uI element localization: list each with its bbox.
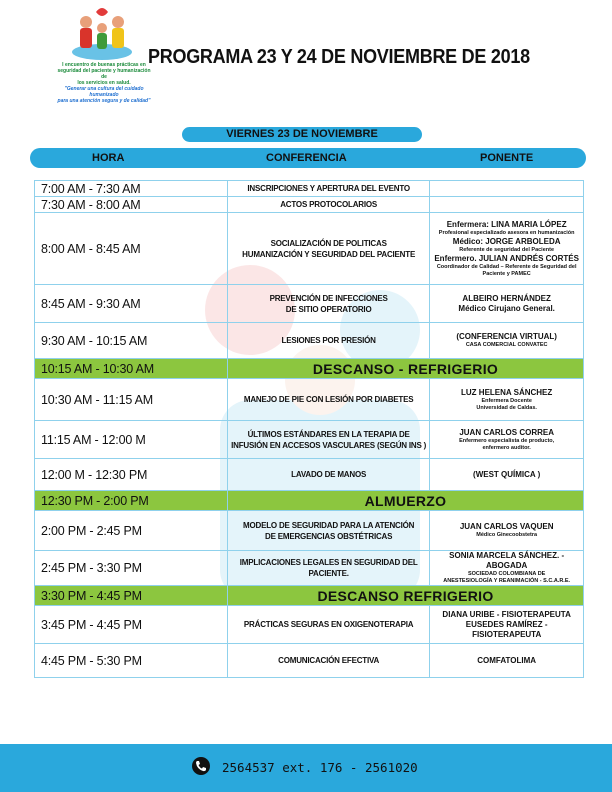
speaker-name: (WEST QUÍMICA ): [473, 469, 541, 479]
header-hora: HORA: [92, 152, 125, 164]
time-cell: 10:30 AM - 11:15 AM: [35, 379, 228, 421]
phone-icon: [192, 757, 210, 775]
conference-line: INSCRIPCIONES Y APERTURA DEL EVENTO: [247, 184, 410, 193]
break-row: [35, 586, 584, 606]
conference-cell: [227, 421, 429, 459]
speaker-role: Profesional especializado asesora en humanización: [438, 229, 575, 236]
speaker-name: Médico Cirujano General.: [458, 303, 555, 313]
schedule-row: [35, 459, 584, 491]
schedule-row: [35, 644, 584, 678]
schedule-row: [35, 285, 584, 323]
schedule-row: [35, 379, 584, 421]
speaker-name: EUSEDES RAMÍREZ - FISIOTERAPEUTA: [465, 619, 548, 639]
speaker-cell: [430, 323, 584, 359]
speaker-cell: [430, 644, 584, 678]
conference-cell: [227, 285, 429, 323]
speaker-name: COMFATOLIMA: [477, 655, 537, 665]
conference-line: DE EMERGENCIAS OBSTÉTRICAS: [265, 531, 393, 541]
speaker-cell: [430, 197, 584, 213]
conference-cell: [227, 459, 429, 491]
schedule-row: [35, 181, 584, 197]
speaker-cell: [430, 459, 584, 491]
speaker-cell: [430, 379, 584, 421]
time-cell: 9:30 AM - 10:15 AM: [35, 323, 228, 359]
conference-cell: [227, 213, 429, 285]
speaker-name: (CONFERENCIA VIRTUAL): [456, 332, 557, 341]
speaker-role: Enfermero especialista de producto,: [459, 437, 555, 444]
break-label: DESCANSO - REFRIGERIO: [227, 359, 583, 379]
speaker-name: ALBEIRO HERNÁNDEZ: [462, 293, 551, 303]
time-cell: 3:30 PM - 4:45 PM: [35, 586, 228, 606]
logo-tagline-2: para una atención segura y de calidad": [57, 98, 151, 104]
conference-cell: [227, 551, 429, 586]
time-cell: 4:45 PM - 5:30 PM: [35, 644, 228, 678]
schedule-table: [34, 180, 584, 678]
break-label: ALMUERZO: [227, 491, 583, 511]
speaker-role: enfermero auditor.: [482, 444, 531, 451]
schedule-row: [35, 323, 584, 359]
logo-caption: [54, 62, 154, 104]
speaker-name: Médico: JORGE ARBOLEDA: [452, 236, 561, 246]
logo-line-2: seguridad del paciente y humanización de: [57, 68, 151, 80]
conference-cell: [227, 511, 429, 551]
time-cell: 7:00 AM - 7:30 AM: [35, 181, 228, 197]
conference-cell: [227, 644, 429, 678]
speaker-role: Médico Ginecoobstetra: [476, 532, 538, 538]
conference-cell: [227, 606, 429, 644]
time-cell: 12:00 M - 12:30 PM: [35, 459, 228, 491]
conference-line: HUMANIZACIÓN Y SEGURIDAD DEL PACIENTE: [242, 249, 416, 259]
speaker-cell: [430, 181, 584, 197]
schedule-row: [35, 213, 584, 285]
schedule-row: [35, 551, 584, 586]
schedule-row: [35, 421, 584, 459]
time-cell: 8:45 AM - 9:30 AM: [35, 285, 228, 323]
speaker-role: Enfermera Docente: [481, 397, 532, 404]
conference-line: LAVADO DE MANOS: [291, 470, 367, 479]
logo-line-3: los servicios en salud.: [77, 80, 131, 86]
speaker-name: LUZ HELENA SÁNCHEZ: [461, 387, 553, 397]
speaker-name: JUAN CARLOS VAQUEN: [459, 522, 554, 531]
speaker-name: Enfermero. JULIAN ANDRÉS CORTÉS: [434, 253, 579, 263]
speaker-role: ANESTESIOLOGÍA Y REANIMACIÓN - S.C.A.R.E.: [443, 578, 571, 584]
speaker-name: Enfermera: LINA MARIA LÓPEZ: [446, 219, 567, 229]
speaker-name: JUAN CARLOS CORREA: [459, 427, 554, 437]
conference-line: IMPLICACIONES LEGALES EN SEGURIDAD DEL PACIENTE.: [239, 558, 418, 578]
speaker-cell: [430, 213, 584, 285]
conference-line: LESIONES POR PRESIÓN: [281, 336, 376, 345]
time-cell: 11:15 AM - 12:00 M: [35, 421, 228, 459]
header-conferencia: CONFERENCIA: [266, 152, 347, 164]
time-cell: 12:30 PM - 2:00 PM: [35, 491, 228, 511]
page-title: PROGRAMA 23 Y 24 DE NOVIEMBRE DE 2018: [148, 46, 530, 68]
conference-line: MODELO DE SEGURIDAD PARA LA ATENCIÓN: [243, 520, 415, 530]
conference-line: INFUSIÓN EN ACCESOS VASCULARES (SEGÚN INS ): [231, 440, 427, 450]
conference-cell: [227, 197, 429, 213]
time-cell: 2:45 PM - 3:30 PM: [35, 551, 228, 586]
event-logo: [54, 2, 150, 102]
break-row: [35, 491, 584, 511]
table-header: [30, 148, 586, 168]
schedule-row: [35, 197, 584, 213]
conference-line: COMUNICACIÓN EFECTIVA: [278, 656, 380, 665]
speaker-cell: [430, 551, 584, 586]
conference-cell: [227, 379, 429, 421]
conference-cell: [227, 323, 429, 359]
speaker-name: DIANA URIBE - FISIOTERAPEUTA: [442, 609, 571, 619]
speaker-name: SONIA MARCELA SÁNCHEZ. - ABOGADA: [449, 551, 565, 570]
speaker-cell: [430, 285, 584, 323]
time-cell: 8:00 AM - 8:45 AM: [35, 213, 228, 285]
phone-numbers: 2564537 ext. 176 - 2561020: [222, 760, 418, 775]
time-cell: 10:15 AM - 10:30 AM: [35, 359, 228, 379]
speaker-role: Coordinador de Calidad – Referente de Seguridad del Paciente y PAMEC: [436, 263, 577, 277]
logo-tagline-1: "Generar una cultura del cuidado humanizado: [64, 86, 144, 98]
time-cell: 2:00 PM - 2:45 PM: [35, 511, 228, 551]
conference-line: PREVENCIÓN DE INFECCIONES: [269, 293, 388, 303]
speaker-role: Universidad de Caldas.: [476, 404, 537, 411]
conference-cell: [227, 181, 429, 197]
conference-line: SOCIALIZACIÓN DE POLITICAS: [270, 238, 387, 248]
speaker-cell: [430, 511, 584, 551]
speaker-role: SOCIEDAD COLOMBIANA DE: [467, 571, 546, 577]
schedule-row: [35, 606, 584, 644]
logo-family-image: [66, 2, 138, 64]
footer-bar: [0, 744, 612, 792]
day-header: VIERNES 23 DE NOVIEMBRE: [182, 127, 422, 142]
header-ponente: PONENTE: [480, 152, 534, 164]
conference-line: PRÁCTICAS SEGURAS EN OXIGENOTERAPIA: [243, 620, 414, 629]
break-row: [35, 359, 584, 379]
schedule-row: [35, 511, 584, 551]
speaker-role: CASA COMERCIAL CONVATEC: [465, 342, 548, 348]
speaker-cell: [430, 606, 584, 644]
conference-line: ACTOS PROTOCOLARIOS: [280, 200, 378, 209]
conference-line: ÚLTIMOS ESTÁNDARES EN LA TERAPIA DE: [247, 429, 410, 439]
speaker-cell: [430, 421, 584, 459]
conference-line: DE SITIO OPERATORIO: [285, 304, 372, 314]
speaker-role: Referente de seguridad del Paciente: [459, 246, 555, 253]
logo-line-1: I encuentro de buenas prácticas en: [62, 62, 146, 68]
time-cell: 3:45 PM - 4:45 PM: [35, 606, 228, 644]
conference-line: MANEJO DE PIE CON LESIÓN POR DIABETES: [243, 395, 414, 404]
break-label: DESCANSO REFRIGERIO: [227, 586, 583, 606]
time-cell: 7:30 AM - 8:00 AM: [35, 197, 228, 213]
